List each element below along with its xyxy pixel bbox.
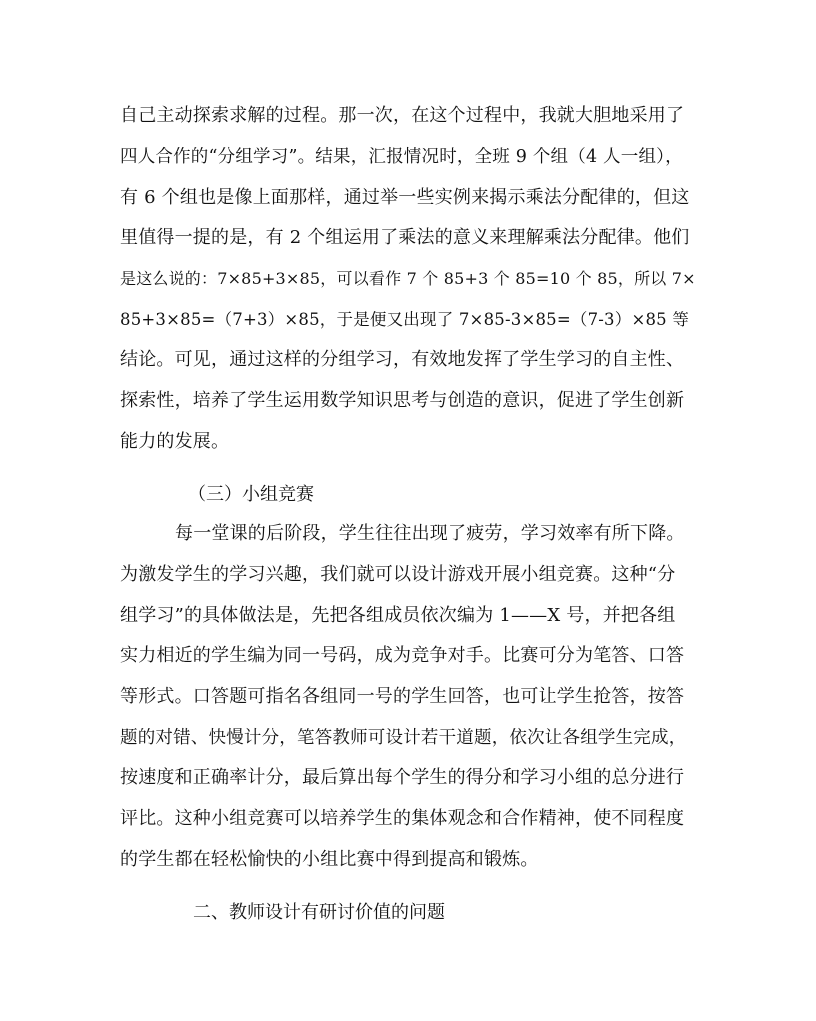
text-line: 里值得一提的是，有 2 个组运用了乘法的意义来理解乘法分配律。他们 [120,227,690,248]
text-line: 有 6 个组也是像上面那样，通过举一些实例来揭示乘法分配律的，但这 [120,187,690,208]
text-line: 探索性，培养了学生运用数学知识思考与创造的意识，促进了学生创新 [120,390,685,411]
text-line: 评比。这种小组竞赛可以培养学生的集体观念和合作精神，使不同程度 [120,808,685,829]
text-line: 为激发学生的学习兴趣，我们就可以设计游戏开展小组竞赛。这种“分 [120,564,676,585]
text-line: 等形式。口答题可指名各组同一号的学生回答，也可让学生抢答，按答 [120,686,685,707]
section-heading: （三）小组竞赛 [188,484,314,505]
text-line: 结论。可见，通过这样的分组学习，有效地发挥了学生学习的自主性、 [120,349,685,370]
text-line: 实力相近的学生编为同一号码，成为竞争对手。比赛可分为笔答、口答 [120,645,685,666]
text-line: 四人合作的“分组学习”。结果，汇报情况时，全班 9 个组（4 人一组）， [120,147,683,167]
text-line: 每一堂课的后阶段，学生往往出现了疲劳，学习效率有所下降。 [175,523,685,544]
text-line: 自己主动探索求解的过程。那一次，在这个过程中，我就大胆地采用了 [120,105,685,126]
text-line: 的学生都在轻松愉快的小组比赛中得到提高和锻炼。 [120,849,539,870]
text-line: 是这么说的：7×85+3×85，可以看作 7 个 85+3 个 85=10 个 85，所以 7× [120,269,696,288]
text-line: 按速度和正确率计分，最后算出每个学生的得分和学习小组的总分进行 [120,767,685,788]
text-line: 85+3×85=（7+3）×85，于是便又出现了 7×85-3×85=（7-3）×85 等 [120,310,690,329]
text-line: 能力的发展。 [120,431,230,452]
text-line: 组学习”的具体做法是，先把各组成员依次编为 1——X 号，并把各组 [120,605,676,626]
text-line: 题的对错、快慢计分，笔答教师可设计若干道题，依次让各组学生完成， [120,728,687,748]
section-heading: 二、教师设计有研讨价值的问题 [193,902,445,923]
